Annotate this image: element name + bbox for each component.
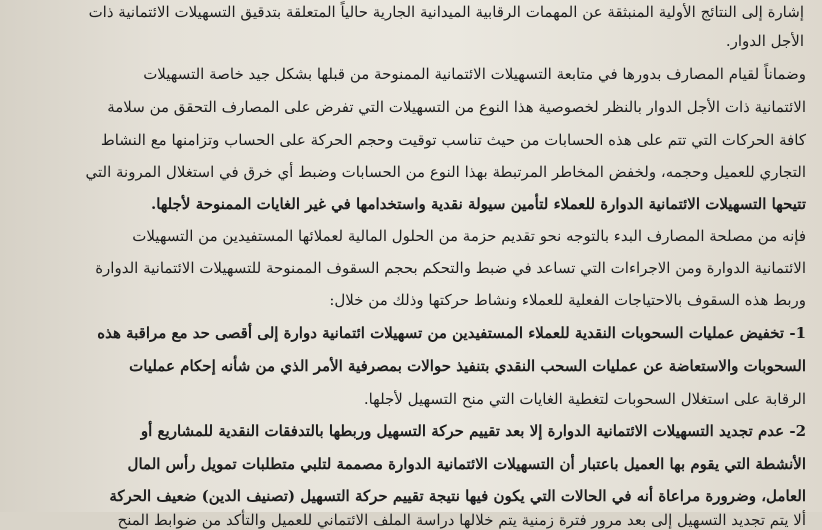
text-line: فإنه من مصلحة المصارف البدء بالتوجه نحو تقديم حزمة من الحلول المالية لعملائها المستفيدين من التسهيلات xyxy=(132,227,806,245)
text-line: الائتمانية الدوارة ومن الاجراءات التي تساعد في ضبط والتحكم بحجم السقوف الممنوحة للتسهيلات الائتمانية الدوارة xyxy=(95,259,806,277)
text-line: ألا يتم تجديد التسهيل إلى بعد مرور فترة زمنية يتم خلالها دراسة الملف الائتماني للعميل والتأكد من ضوابط المنح xyxy=(117,511,806,529)
text-line: الرقابة على استغلال السحوبات لتغطية الغايات التي منح التسهيل لأجلها. xyxy=(363,390,806,408)
text-line: العامل، وضرورة مراعاة أنه في الحالات التي يكون فيها نتيجة تقييم حركة التسهيل (تصنيف الدين) ضعيف الحركة xyxy=(109,487,806,505)
text-line: التجاري للعميل وحجمه، ولخفض المخاطر المرتبطة بهذا النوع من الحسابات وضبط أي خرق في استغلال المرونة التي xyxy=(85,163,806,181)
list-item-1: 1- تخفيض عمليات السحوبات النقدية للعملاء المستفيدين من تسهيلات ائتمانية دوارة إلى أقصى حد مع مراقبة هذه xyxy=(97,324,806,342)
text-line: الأنشطة التي يقوم بها العميل باعتبار أن التسهيلات الائتمانية الدوارة مصممة لتلبي متطلبات تمويل رأس المال xyxy=(127,455,806,473)
text-line: وربط هذه السقوف بالاحتياجات الفعلية للعملاء ونشاط حركتها وذلك من خلال: xyxy=(329,291,806,309)
text-line: السحوبات والاستعاضة عن عمليات السحب النقدي بتنفيذ حوالات بمصرفية الأمر الذي من شأنه إحكام عمليات xyxy=(129,357,806,375)
text-line: تتيحها التسهيلات الائتمانية الدوارة للعملاء لتأمين سيولة نقدية واستخدامها في غير الغايات الممنوحة لأجلها. xyxy=(150,195,806,213)
text-line: وضماناً لقيام المصارف بدورها في متابعة التسهيلات الائتمانية الممنوحة من قبلها بشكل جيد خاصة التسهيلات xyxy=(143,65,806,83)
text-line: الائتمانية ذات الأجل الدوار بالنظر لخصوصية هذا النوع من التسهيلات التي تفرض على المصارف التحقق من سلامة xyxy=(107,98,806,116)
text-line: الأجل الدوار. xyxy=(725,32,804,50)
text-line: كافة الحركات التي تتم على هذه الحسابات من حيث تناسب توقيت وحجم الحركة على الحساب وتزامنها مع النشاط xyxy=(100,131,806,149)
text-line: إشارة إلى النتائج الأولية المنبثقة عن المهمات الرقابية الميدانية الجارية حالياً المتعلقة بتدقيق التسهيلات الائتمانية ذات xyxy=(88,3,804,21)
list-item-2: 2- عدم تجديد التسهيلات الائتمانية الدوارة إلا بعد تقييم حركة التسهيل وربطها بالتدفقات النقدية للمشاريع أو xyxy=(140,422,806,440)
